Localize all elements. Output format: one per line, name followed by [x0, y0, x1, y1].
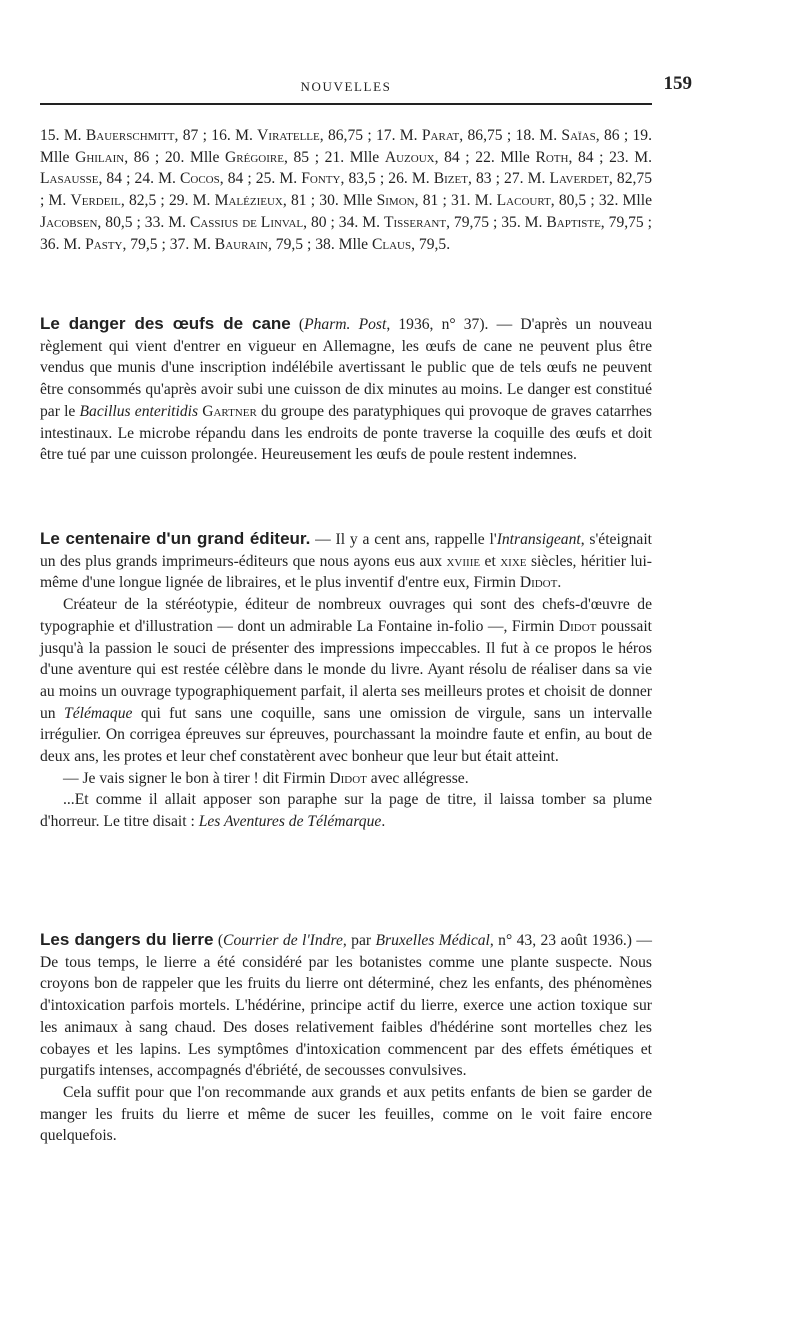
honorific: M. — [158, 170, 176, 188]
rank-number: 31. — [451, 192, 471, 210]
candidate-score: 80 — [310, 213, 327, 231]
candidate-score: 83,5 — [348, 170, 376, 188]
rank-number: 36. — [40, 235, 60, 253]
ranking-entry: 22. Mlle Roth, 84 — [475, 148, 594, 166]
article-body: ...Et comme il allait apposer son paraphe sur la page de titre, il laissa tomber sa plume d'horreur. Le titre disait : — [40, 791, 652, 831]
candidate-score: 84 — [444, 148, 460, 166]
author-name: Gartner — [202, 402, 257, 420]
article-title: Le danger des œufs de cane — [40, 314, 291, 333]
candidate-name: Verdeil — [70, 192, 121, 210]
candidate-name: Malézieux — [214, 192, 283, 210]
candidate-name: Bauerschmitt — [85, 127, 175, 144]
ranking-entry: 34. M. Tisserant, 79,75 — [338, 213, 489, 231]
candidate-score: 86,75 — [327, 127, 364, 144]
article-title: Le centenaire d'un grand éditeur. — [40, 529, 311, 548]
quote-text: avec allégresse. — [366, 769, 469, 787]
rank-number: 37. — [169, 235, 190, 253]
header-rule — [40, 103, 652, 105]
article-body-continued: du groupe des paratyphiques qui provoque de graves catarrhes intestinaux. Le microbe répandu dans les endroits de ponte traverse la coquille des œufs et doit être tué par une cuisson prolongée. Heureusement les œufs de poule restent indemnes. — [40, 402, 652, 464]
rank-number: 21. — [324, 148, 345, 166]
candidate-score: 80,5 — [558, 192, 587, 210]
source-ref: , 1936, n° 37). — [386, 316, 489, 333]
candidate-name: Cocos — [179, 170, 220, 188]
honorific: Mlle — [189, 148, 220, 166]
candidate-score: 79,5 — [418, 235, 447, 253]
candidate-name: Jacobsen — [40, 213, 98, 231]
candidate-name: Tisserant — [383, 213, 447, 231]
candidate-score: 86,75 — [467, 127, 503, 144]
candidate-score: 84 — [577, 148, 594, 166]
article-duck-eggs — [40, 313, 652, 466]
rank-number: 20. — [164, 148, 185, 166]
candidate-score: 79,5 — [130, 235, 158, 253]
candidate-name: Baurain — [214, 235, 268, 253]
century-numeral: xixe — [500, 552, 527, 570]
article-body: , s'éteignait un des plus grands imprimeurs-éditeurs que nous ayons eus aux — [40, 531, 652, 570]
candidate-score: 79,75 — [453, 213, 489, 231]
candidate-name: Claus — [371, 235, 412, 253]
ranking-entry: 38. Mlle Claus, 79,5 — [315, 235, 447, 253]
candidate-name: Grégoire — [225, 148, 284, 166]
rank-number: 38. — [315, 235, 335, 253]
candidate-name: Lasausse — [40, 170, 99, 188]
honorific: Mlle — [622, 192, 652, 210]
book-title: Télémaque — [64, 704, 133, 722]
rank-number: 15. — [40, 127, 60, 144]
candidate-score: 87 — [182, 127, 199, 144]
honorific: M. — [474, 192, 493, 210]
candidate-name: Roth — [535, 148, 569, 166]
honorific: M. — [362, 213, 381, 231]
honorific: M. — [168, 213, 186, 231]
honorific: M. — [193, 235, 211, 253]
article-didot-centenary — [40, 528, 652, 833]
honorific: M. — [527, 170, 546, 188]
article-ivy-dangers — [40, 929, 652, 1147]
quote-text: — Je vais signer le bon à tirer ! dit Firmin — [63, 769, 330, 787]
candidate-score: 80,5 — [105, 213, 133, 231]
ranking-entry: 25. M. Fonty, 83,5 — [255, 170, 376, 188]
page-header — [40, 73, 692, 98]
article-title: Les dangers du lierre — [40, 930, 214, 949]
ranking-entry: 15. M. Bauerschmitt, 87 — [40, 127, 199, 144]
rank-number: 17. — [375, 127, 396, 144]
ranking-entry: 32. Mlle Jacobsen, 80,5 — [40, 192, 652, 231]
honorific: M. — [63, 127, 82, 144]
ranking-entry: 23. M. Lasausse, 84 — [40, 148, 652, 188]
candidate-score: 86 — [603, 127, 620, 144]
candidate-score: 83 — [475, 170, 492, 188]
ranking-entry: 17. M. Parat, 86,75 — [375, 127, 503, 144]
candidate-name: Pasty — [85, 235, 123, 253]
ranking-entry: 31. M. Lacourt, 80,5 — [451, 192, 587, 210]
honorific: Mlle — [342, 192, 373, 210]
exam-rankings-list: 15. M. Bauerschmitt, 87 ; 16. M. Viratelle, 86,75 ; 17. M. Parat, 86,75 ; 18. M. Saïas, 86 ; 19. Mlle Ghilain, 86 ; 20. Mlle Grégoire, 85 ; 21. Mlle Auzoux, 84 ; 22. Mlle Roth, 84 ; 23. M. Lasausse, 84 ; 24. M. Cocos, 84 ; 25. M. Fonty, 83,5 ; 26. M. Bizet, 83 ; 27. M. Laverdet, 82,75 ; M. Verdeil, 82,5 ; 29. M. Malézieux, 81 ; 30. Mlle Simon, 81 ; 31. M. Lacourt, 80,5 ; 32. Mlle Jacobsen, 80,5 ; 33. M. Cassius de Linval, 80 ; 34. M. Tisserant, 79,75 ; 35. M. Baptiste, 79,75 ; 36. M. Pasty, 79,5 ; 37. M. Baurain, 79,5 ; 38. Mlle Claus, 79,5. — [40, 127, 653, 253]
honorific: M. — [411, 170, 430, 188]
ranking-entry: 29. M. Malézieux, 81 — [168, 192, 307, 210]
candidate-score: 79,5 — [275, 235, 304, 253]
rank-number: 25. — [255, 170, 276, 188]
source-ref: , n° 43, 23 août 1936.) — [489, 932, 633, 949]
source-paren: ( — [290, 316, 305, 333]
candidate-name: Viratelle — [257, 127, 320, 144]
rank-number: 27. — [504, 170, 524, 188]
rank-number: 22. — [475, 148, 495, 166]
rank-number: 23. — [609, 148, 629, 166]
conjunction: et — [480, 552, 501, 570]
person-name: Didot — [558, 617, 597, 635]
candidate-name: Parat — [421, 127, 460, 144]
rank-number: 30. — [319, 192, 339, 210]
ranking-entry: 33. M. Cassius de Linval, 80 — [144, 213, 327, 231]
honorific: Mlle — [338, 235, 369, 253]
article-body: poussait jusqu'à la passion le souci de présenter des impressions impeccables. Il fut à ce propos le héros d'une aventure qui est restée célèbre dans le monde du livre. Ayant résolu de réaliser dans sa vie au moins un ouvrage typographiquement parfait, il alerta ses meilleurs protes et choisit de donner un — [40, 617, 652, 722]
candidate-name: Cassius de Linval — [189, 213, 304, 231]
ranking-entry: 18. M. Saïas, 86 — [515, 127, 620, 144]
honorific: M. — [524, 213, 543, 231]
ranking-entry: 35. M. Baptiste, 79,75 — [501, 213, 644, 231]
punctuation: . — [381, 813, 386, 831]
candidate-name: Ghilain — [75, 148, 125, 166]
candidate-name: Lacourt — [496, 192, 551, 210]
honorific: Mlle — [349, 148, 380, 166]
rank-number: 29. — [168, 192, 189, 210]
newspaper-name: Intransigeant — [496, 531, 581, 548]
candidate-name: Baptiste — [546, 213, 601, 231]
article-body: — Il y a cent ans, rappelle l' — [310, 531, 497, 548]
candidate-score: 79,75 — [608, 213, 644, 231]
running-title: NOUVELLES — [300, 79, 392, 94]
page-number: 159 — [663, 73, 692, 94]
honorific: M. — [539, 127, 558, 144]
rank-number: 34. — [338, 213, 359, 231]
punctuation: . — [557, 574, 562, 592]
ranking-entry: M. Verdeil, 82,5 — [48, 192, 157, 210]
candidate-name: Fonty — [301, 170, 341, 188]
candidate-name: Simon — [376, 192, 415, 210]
article-body: — De tous temps, le lierre a été considéré par les botanistes comme une plante suspecte. Nous croyons bon de rappeler que les fruits du lierre ont déterminé, chez les enfants, des phénomènes d'intoxication parfois mortels. L'hédérine, principe actif du lierre, exerce une action toxique sur les animaux à sang chaud. Des doses relativement faibles d'hédérine sont mortelles chez les cobayes et les lapins. Les symptômes d'intoxication commencent par des effets émétiques et purgatifs intenses, accompagnés d'ébriété, de secousses convulsives. — [40, 932, 653, 1080]
article-body: — D'après un nouveau règlement qui vient d'entrer en vigueur en Allemagne, les œufs de cane ne peuvent plus être vendus que munis d'une inscription indélébile avertissant le public que de tels œufs ne peuvent être consommés qu'après avoir subi une cuisson de dix minutes au moins. Le danger est constitué par le — [40, 316, 652, 420]
ranking-entry: 36. M. Pasty, 79,5 — [40, 235, 158, 253]
rank-number: 18. — [515, 127, 536, 144]
ranking-entry: 16. M. Viratelle, 86,75 — [211, 127, 364, 144]
candidate-score: 81 — [422, 192, 439, 210]
article-body: qui fut sans une coquille, sans une omission de virgule, sans un intervalle irrégulier. On corrigea épreuves sur épreuves, pourchassant la moindre faute et enfin, au bout de deux ans, les protes et leur chef constatèrent avec bonheur que leur but était atteint. — [40, 704, 653, 766]
candidate-name: Auzoux — [384, 148, 435, 166]
ranking-entry: 21. Mlle Auzoux, 84 — [324, 148, 460, 166]
ranking-entry: 20. Mlle Grégoire, 85 — [164, 148, 310, 166]
ranking-entry: 27. M. Laverdet, 82,75 — [504, 170, 652, 188]
source-paren: ( — [213, 932, 224, 949]
ranking-entry: 37. M. Baurain, 79,5 — [169, 235, 304, 253]
honorific: M. — [48, 192, 67, 210]
honorific: M. — [279, 170, 298, 188]
honorific: Mlle — [500, 148, 530, 166]
ranking-entry: 26. M. Bizet, 83 — [388, 170, 492, 188]
honorific: M. — [63, 235, 82, 253]
rank-number: 35. — [501, 213, 521, 231]
rank-number: 24. — [134, 170, 155, 188]
ranking-entry: 30. Mlle Simon, 81 — [319, 192, 439, 210]
article-body: Créateur de la stéréotypie, éditeur de nombreux ouvrages qui sont des chefs-d'œuvre de typographie et d'illustration — dont un admirable La Fontaine in-folio —, Firmin — [40, 596, 652, 635]
rank-number: 26. — [388, 170, 408, 188]
source-journal: Courrier de l'Indre — [223, 932, 343, 949]
honorific: Mlle — [40, 148, 70, 166]
honorific: M. — [634, 148, 652, 166]
bacillus-name: Bacillus enteritidis — [79, 402, 199, 420]
rank-number: 32. — [598, 192, 619, 210]
source-journal: Pharm. Post — [304, 316, 387, 333]
misprinted-title: Les Aventures de Télémarque — [198, 813, 382, 831]
candidate-name: Bizet — [433, 170, 468, 188]
candidate-name: Saïas — [561, 127, 596, 144]
ranking-entry: 24. M. Cocos, 84 — [134, 170, 244, 188]
candidate-score: 82,5 — [128, 192, 157, 210]
candidate-score: 81 — [290, 192, 307, 210]
person-name: Didot — [329, 769, 367, 787]
source-connector: , par — [342, 932, 376, 949]
honorific: M. — [399, 127, 418, 144]
rank-number: 19. — [632, 127, 652, 144]
ranking-entry: 19. Mlle Ghilain, 86 — [40, 127, 652, 166]
candidate-score: 84 — [227, 170, 244, 188]
honorific: M. — [235, 127, 253, 144]
rank-number: 33. — [144, 213, 165, 231]
candidate-score: 84 — [106, 170, 123, 188]
article-body: siècles, héritier lui-même d'une longue lignée de libraires, et le plus inventif d'entre eux, Firmin — [40, 552, 652, 592]
rank-number: 16. — [211, 127, 231, 144]
person-name: Didot — [519, 574, 558, 592]
century-numeral: xviiie — [446, 552, 481, 570]
candidate-score: 82,75 — [616, 170, 652, 188]
article-body: Cela suffit pour que l'on recommande aux grands et aux petits enfants de bien se garder de manger les fruits du lierre et même de sucer les feuilles, comme on le voit faire encore quelquefois. — [40, 1083, 652, 1145]
candidate-score: 85 — [293, 148, 310, 166]
candidate-name: Laverdet — [549, 170, 609, 188]
candidate-score: 86 — [133, 148, 150, 166]
source-journal: Bruxelles Médical — [375, 932, 490, 949]
honorific: M. — [192, 192, 211, 210]
